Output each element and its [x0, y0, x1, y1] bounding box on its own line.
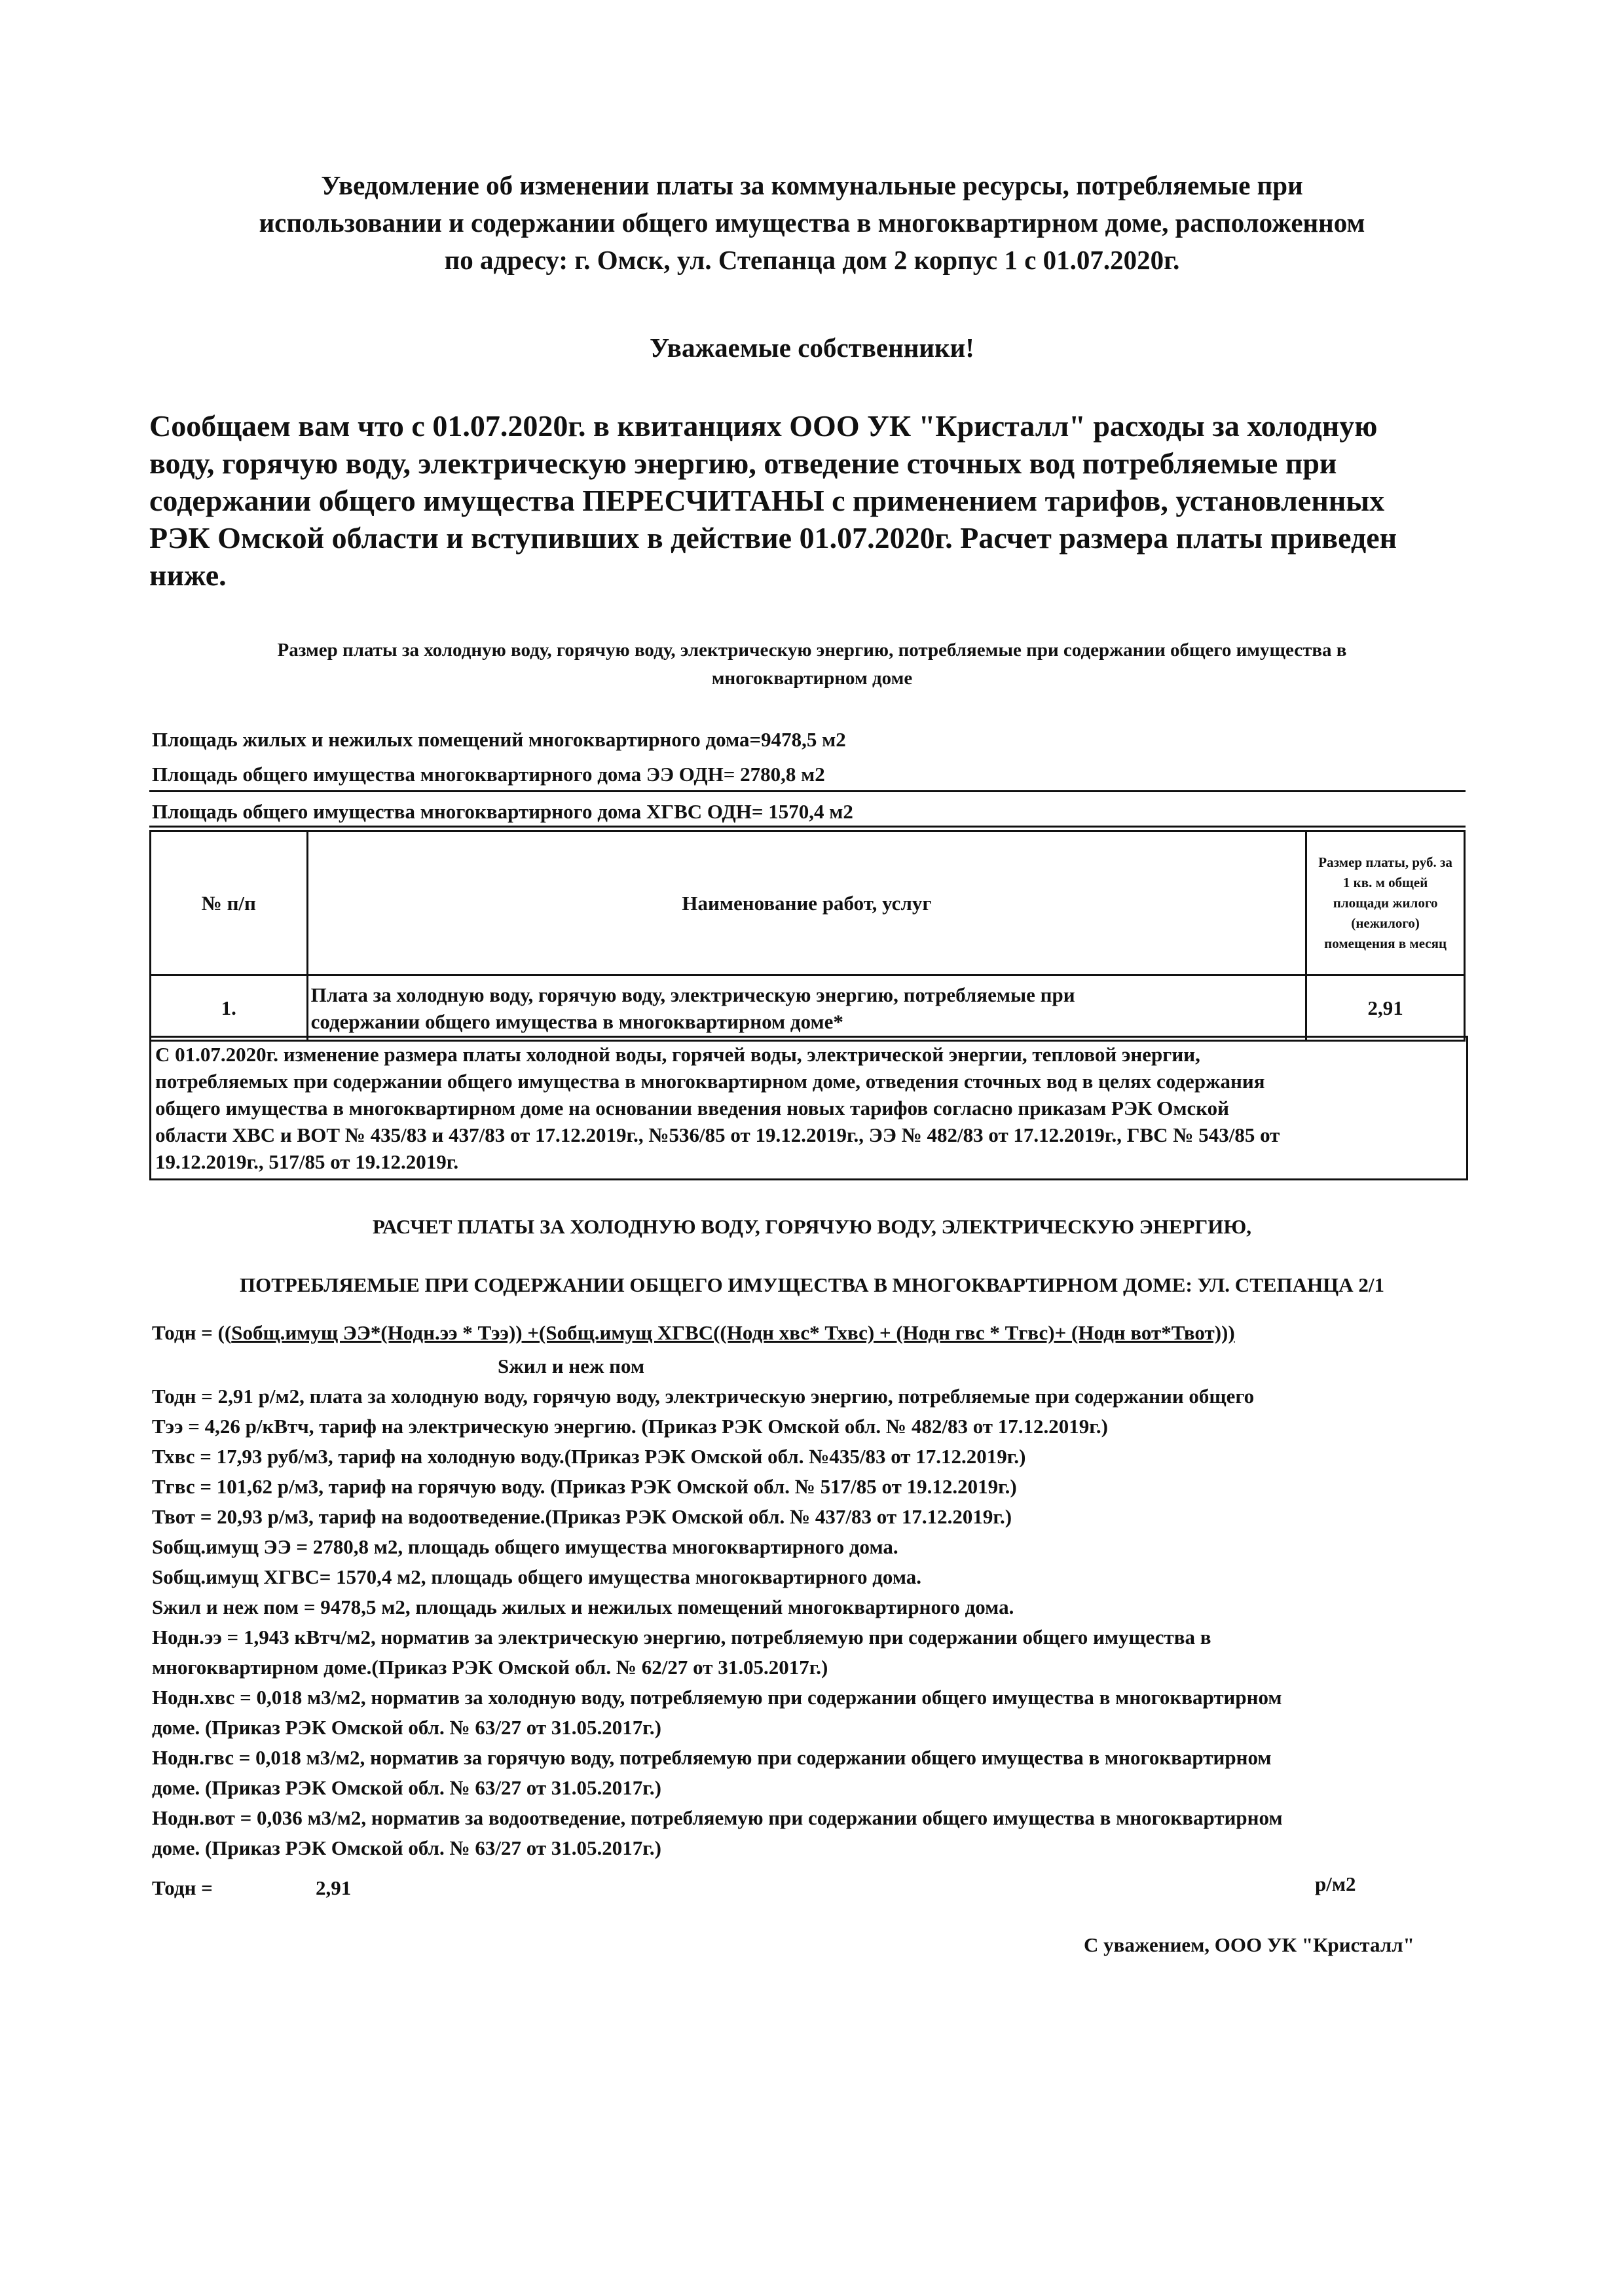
- footnote-line: 19.12.2019г., 517/85 от 19.12.2019г.: [155, 1150, 459, 1173]
- header-rate-line: Размер платы, руб. за: [1318, 854, 1452, 870]
- calc-heading-line1: РАСЧЕТ ПЛАТЫ ЗА ХОЛОДНУЮ ВОДУ, ГОРЯЧУЮ ВОДУ, ЭЛЕКТРИЧЕСКУЮ ЭНЕРГИЮ,: [372, 1215, 1252, 1238]
- tariff-footnote: [149, 1036, 1468, 1180]
- row-name: [307, 975, 1306, 1041]
- row-name-line: Плата за холодную воду, горячую воду, электрическую энергию, потребляемые при: [310, 983, 1075, 1006]
- greeting: Уважаемые собственники!: [650, 333, 974, 363]
- result-value: 2,91: [316, 1876, 352, 1899]
- formula: [152, 1321, 1235, 1345]
- header-rate-line: 1 кв. м общей: [1342, 875, 1428, 890]
- footnote-line: области ХВС и ВОТ № 435/83 и 437/83 от 17.12.2019г., №536/85 от 19.12.2019г., ЭЭ № 482/83 от 17.12.2019г., ГВС № 543/85 от: [155, 1123, 1280, 1146]
- definition-line: Тээ = 4,26 р/кВтч, тариф на электрическую энергию. (Приказ РЭК Омской обл. № 482/83 от 17.12.2019г.): [152, 1415, 1108, 1438]
- definition-line: Sобщ.имущ ХГВС= 1570,4 м2, площадь общего имущества многоквартирного дома.: [152, 1565, 921, 1588]
- notice-line: РЭК Омской области и вступивших в действие 01.07.2020г. Расчет размера платы приведен: [149, 521, 1397, 555]
- definition-line: Нодн.хвс = 0,018 м3/м2, норматив за холодную воду, потребляемую при содержании общего имущества в многоквартирном: [152, 1686, 1282, 1709]
- definition-line: доме. (Приказ РЭК Омской обл. № 63/27 от 31.05.2017г.): [152, 1716, 661, 1739]
- table-header-row: [151, 831, 1465, 975]
- size-header: [151, 636, 1473, 693]
- header-num: № п/п: [151, 831, 308, 975]
- footnote-line: С 01.07.2020г. изменение размера платы холодной воды, горячей воды, электрической энергии, тепловой энергии,: [155, 1043, 1200, 1066]
- table-row: [151, 975, 1465, 1041]
- notice-line: содержании общего имущества ПЕРЕСЧИТАНЫ с применением тарифов, установленных: [149, 484, 1385, 517]
- title-line: по адресу: г. Омск, ул. Степанца дом 2 корпус 1 с 01.07.2020г.: [444, 245, 1180, 275]
- area-common-ee: Площадь общего имущества многоквартирного дома ЭЭ ОДН= 2780,8 м2: [152, 763, 825, 786]
- header-rate-line: (нежилого): [1351, 915, 1420, 931]
- size-header-line: Размер платы за холодную воду, горячую воду, электрическую энергию, потребляемые при содержании общего имущества в: [277, 640, 1347, 661]
- definition-line: Нодн.ээ = 1,943 кВтч/м2, норматив за электрическую энергию, потребляемую при содержании общего имущества в: [152, 1626, 1211, 1649]
- document-title: [151, 167, 1473, 279]
- header-name: Наименование работ, услуг: [307, 831, 1306, 975]
- area-common-hgvs: Площадь общего имущества многоквартирного дома ХГВС ОДН= 1570,4 м2: [152, 800, 853, 823]
- notice-line: Сообщаем вам что с 01.07.2020г. в квитанциях ООО УК "Кристалл" расходы за холодную: [149, 409, 1378, 443]
- title-line: Уведомление об изменении платы за коммунальные ресурсы, потребляемые при: [321, 170, 1303, 200]
- row-num: 1.: [151, 975, 308, 1041]
- divider: [149, 790, 1466, 792]
- definition-line: Тодн = 2,91 р/м2, плата за холодную воду, горячую воду, электрическую энергию, потребляемые при содержании общего: [152, 1385, 1255, 1408]
- size-header-line: многоквартирном доме: [711, 668, 913, 689]
- definitions-list: [152, 1381, 1475, 1863]
- calc-heading-line2: ПОТРЕБЛЯЕМЫЕ ПРИ СОДЕРЖАНИИ ОБЩЕГО ИМУЩЕСТВА В МНОГОКВАРТИРНОМ ДОМЕ: УЛ. СТЕПАНЦА 2/1: [239, 1273, 1385, 1296]
- definition-line: Тгвс = 101,62 р/м3, тариф на горячую воду. (Приказ РЭК Омской обл. № 517/85 от 19.12.2019г.): [152, 1475, 1017, 1498]
- definition-line: Твот = 20,93 р/м3, тариф на водоотведение.(Приказ РЭК Омской обл. № 437/83 от 17.12.2019г.): [152, 1505, 1012, 1528]
- formula-numerator: Sобщ.имущ ЭЭ*(Нодн.ээ * Тээ)) +(Sобщ.имущ ХГВС((Нодн хвс* Тхвс) + (Нодн гвс * Тгвс)+ (Нодн вот*Твот))): [231, 1321, 1235, 1344]
- rates-table: [149, 830, 1466, 1042]
- footnote-line: общего имущества в многоквартирном доме на основании введения новых тарифов согласно приказам РЭК Омской: [155, 1097, 1230, 1120]
- area-residential: Площадь жилых и нежилых помещений многоквартирного дома=9478,5 м2: [152, 728, 846, 751]
- formula-prefix: Тодн = ((: [152, 1321, 232, 1344]
- formula-denominator: Sжил и неж пом: [498, 1355, 645, 1377]
- notice-line: ниже.: [149, 558, 227, 592]
- signature: С уважением, ООО УК "Кристалл": [1084, 1933, 1414, 1956]
- header-rate: [1306, 831, 1465, 975]
- definition-line: доме. (Приказ РЭК Омской обл. № 63/27 от 31.05.2017г.): [152, 1836, 661, 1859]
- definition-line: доме. (Приказ РЭК Омской обл. № 63/27 от 31.05.2017г.): [152, 1776, 661, 1799]
- definition-line: Sобщ.имущ ЭЭ = 2780,8 м2, площадь общего имущества многоквартирного дома.: [152, 1535, 898, 1558]
- notice-line: воду, горячую воду, электрическую энергию, отведение сточных вод потребляемые при: [149, 446, 1337, 480]
- notice-paragraph: [149, 407, 1485, 594]
- row-rate: 2,91: [1306, 975, 1465, 1041]
- divider: [149, 826, 1466, 828]
- definition-line: Sжил и неж пом = 9478,5 м2, площадь жилых и нежилых помещений многоквартирного дома.: [152, 1595, 1014, 1618]
- definition-line: Нодн.вот = 0,036 м3/м2, норматив за водоотведение, потребляемую при содержании общего имущества в многоквартирном: [152, 1806, 1283, 1829]
- title-line: использовании и содержании общего имущества в многоквартирном доме, расположенном: [259, 208, 1365, 238]
- result-unit: р/м2: [1315, 1872, 1356, 1895]
- header-rate-line: помещения в месяц: [1324, 936, 1447, 951]
- result-label: Тодн =: [152, 1876, 213, 1899]
- definition-line: Тхвс = 17,93 руб/м3, тариф на холодную воду.(Приказ РЭК Омской обл. №435/83 от 17.12.2019г.): [152, 1445, 1026, 1468]
- header-rate-line: площади жилого: [1333, 895, 1438, 911]
- definition-line: многоквартирном доме.(Приказ РЭК Омской обл. № 62/27 от 31.05.2017г.): [152, 1656, 828, 1679]
- definition-line: Нодн.гвс = 0,018 м3/м2, норматив за горячую воду, потребляемую при содержании общего имущества в многоквартирном: [152, 1746, 1272, 1769]
- row-name-line: содержании общего имущества в многоквартирном доме*: [310, 1010, 843, 1033]
- footnote-line: потребляемых при содержании общего имущества в многоквартирном доме, отведения сточных вод в целях содержания: [155, 1070, 1265, 1093]
